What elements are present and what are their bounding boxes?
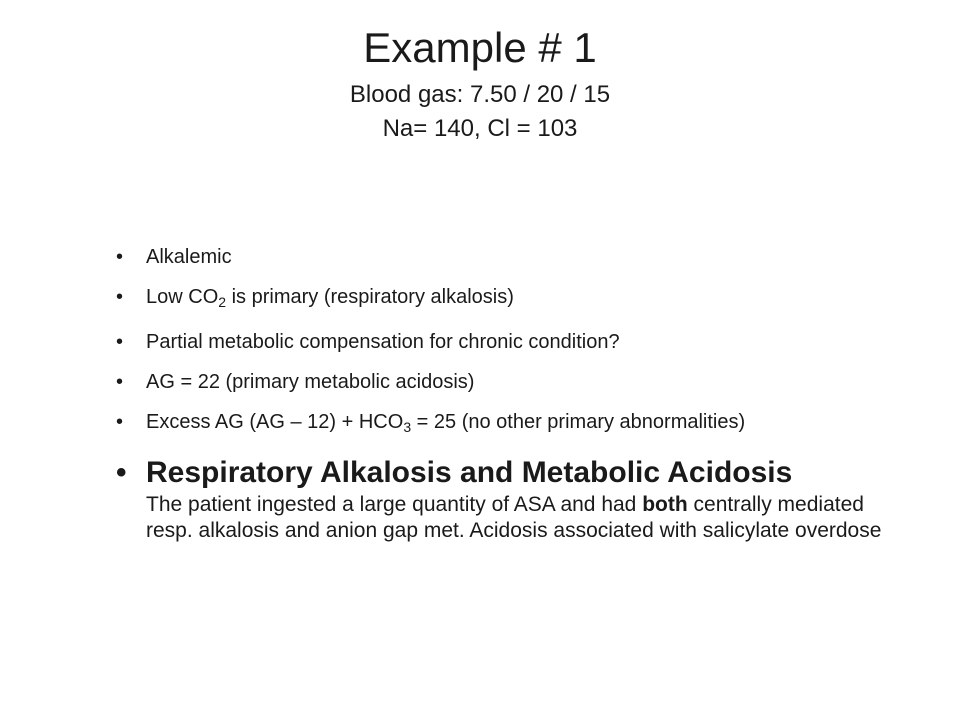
slide-title: Example # 1	[363, 24, 597, 71]
bullet-text-pre: Excess AG (AG – 12) + HCO	[146, 411, 404, 433]
explanation-paragraph	[146, 492, 906, 544]
slide-subtitle-line-2: Na= 140, Cl = 103	[382, 115, 578, 142]
bullet-text: Alkalemic	[146, 246, 232, 268]
bullet-alkalemic	[116, 244, 936, 270]
bullet-low-co2	[116, 284, 936, 315]
note-text-bold: both	[642, 493, 688, 516]
bullet-text-post: = 25 (no other primary abnormalities)	[411, 411, 746, 433]
slide-subtitle-line-1: Blood gas: 7.50 / 20 / 15	[349, 81, 611, 108]
note-text-pre: The patient ingested a large quantity of ASA and had	[146, 493, 643, 516]
bullet-text-pre: Low CO	[146, 286, 219, 308]
bullet-text: AG = 22 (primary metabolic acidosis)	[146, 371, 475, 393]
subscript: 3	[403, 419, 412, 435]
bullet-anion-gap	[116, 369, 936, 395]
bullet-text-post: is primary (respiratory alkalosis)	[226, 286, 514, 308]
bullet-partial-compensation	[116, 329, 936, 355]
subscript: 2	[218, 294, 227, 310]
bullet-conclusion	[116, 454, 936, 492]
bullet-list	[116, 244, 936, 500]
bullet-text: Partial metabolic compensation for chronic condition?	[146, 331, 620, 353]
bullet-excess-ag	[116, 409, 936, 440]
title-block	[0, 22, 960, 146]
bullet-text: Respiratory Alkalosis and Metabolic Acidosis	[146, 456, 793, 489]
note-text-post: centrally mediated resp. alkalosis and anion gap met. Acidosis associated with salicylate overdose	[146, 493, 882, 542]
